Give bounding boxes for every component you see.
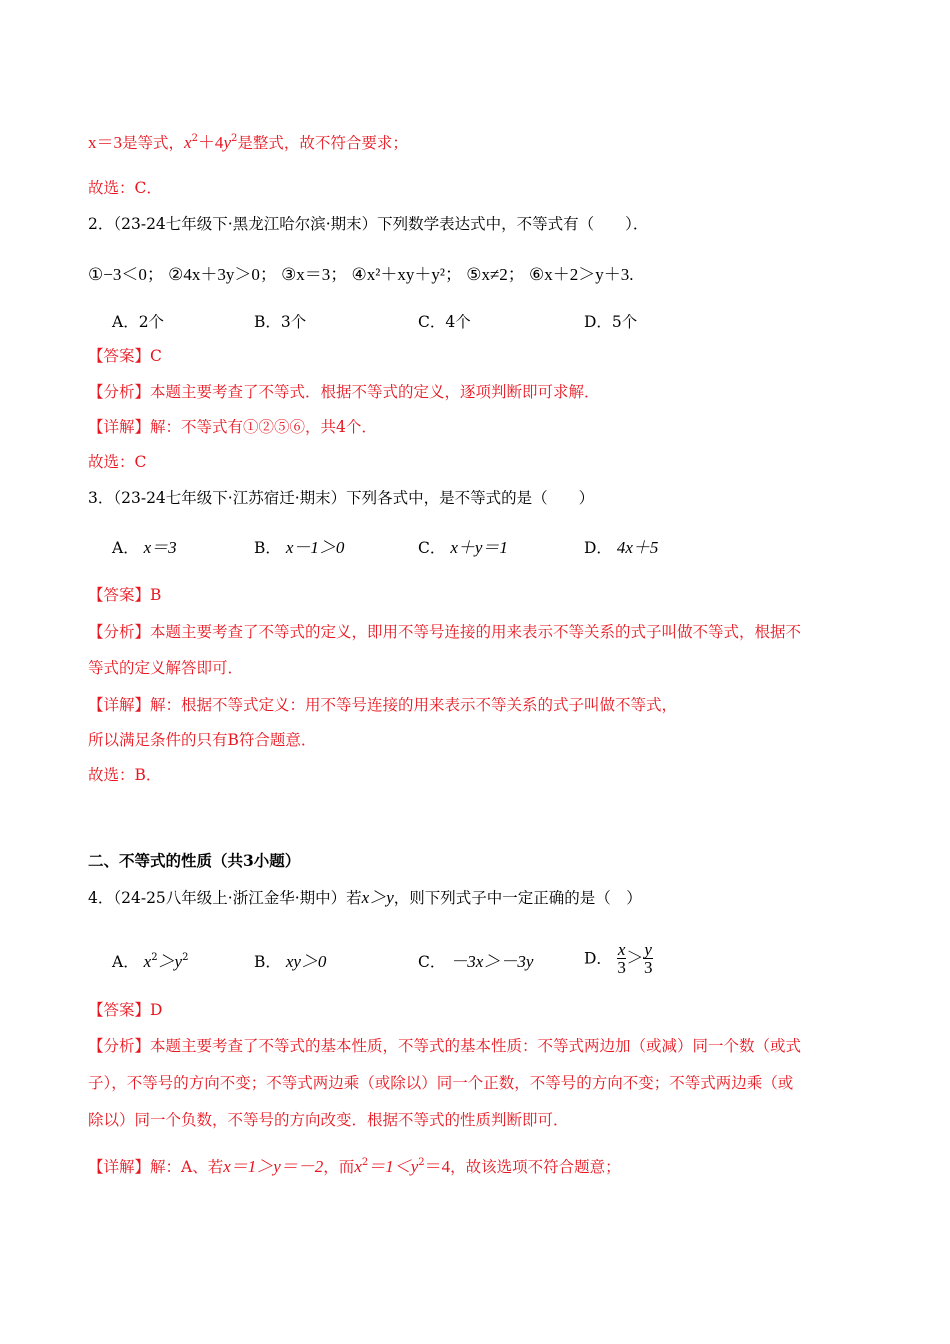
q2-option-b[interactable]: B．3个 [254, 313, 307, 331]
q2-stem: 2．（23-24七年级下·黑龙江哈尔滨·期末）下列数学表达式中，不等式有（ ）． [88, 215, 649, 233]
option-label: D． [584, 949, 612, 968]
option-label: C． [418, 953, 446, 971]
q4-analysis-2: 子），不等号的方向不变；不等式两边乘（或除以）同一个正数，不等号的方向不变；不等式两边乘（或 [88, 1074, 794, 1092]
q2-expressions: ①−3＜0； ②4x＋3y＞0； ③x＝3； ④x²＋xy＋y²； ⑤x≠2； ⑥x＋2＞y＋3. [88, 265, 634, 284]
exponent: 2 [191, 133, 198, 144]
q3-stem: 3．（23-24七年级下·江苏宿迁·期末）下列各式中，是不等式的是（ ） [88, 489, 595, 507]
q3-choose: 故选：B． [88, 766, 162, 784]
q4-option-a[interactable] [112, 951, 188, 973]
q3-analysis-1: 【分析】本题主要考查了不等式的定义，即用不等号连接的用来表示不等关系的式子叫做不等式，根据不 [88, 623, 802, 641]
option-expr: x－1＞0 [285, 538, 345, 557]
q2-detail: 【详解】解：不等式有①②⑤⑥，共4个． [88, 418, 377, 436]
fraction-x-over-3 [617, 941, 627, 976]
denominator: 3 [643, 958, 653, 977]
math-var: y [223, 133, 231, 152]
q3-option-b[interactable] [254, 537, 344, 559]
q2-answer: 【答案】C [88, 347, 162, 365]
option-label: C． [418, 539, 446, 557]
text: 4．（24-25八年级上·浙江金华·期中）若 [88, 889, 362, 907]
option-expr: 4x＋5 [616, 538, 659, 557]
option-label: A． [112, 539, 139, 557]
q3-option-a[interactable] [112, 537, 177, 559]
math-expr: x＞y [361, 888, 394, 907]
math-var: x [143, 952, 152, 971]
option-label: D． [584, 539, 612, 557]
exponent: 2 [361, 1157, 369, 1168]
text: 是整式，故不符合要求； [237, 134, 408, 152]
option-expr: xy＞0 [285, 952, 327, 971]
q3-analysis-2: 等式的定义解答即可． [88, 659, 244, 677]
text: 【详解】解：A、若 [88, 1158, 224, 1176]
choose-line: 故选：C． [88, 179, 162, 197]
q4-answer: 【答案】D [88, 1001, 163, 1019]
q3-answer: 【答案】B [88, 586, 162, 604]
fraction-y-over-3 [643, 941, 653, 976]
q3-detail-1: 【详解】解：根据不等式定义：用不等号连接的用来表示不等关系的式子叫做不等式， [88, 696, 678, 714]
q2-option-c[interactable]: C．4个 [418, 313, 471, 331]
numerator: x [617, 940, 626, 959]
option-label: A． [112, 953, 139, 971]
exponent: 2 [230, 133, 238, 144]
top-line [88, 132, 408, 154]
text: 是等式， [122, 134, 185, 152]
q2-option-a[interactable]: A．2个 [112, 313, 165, 331]
q4-analysis-3: 除以）同一个负数，不等号的方向改变．根据不等式的性质判断即可． [88, 1111, 569, 1129]
text: ，而 [323, 1158, 355, 1176]
text: ，故该选项不符合题意； [450, 1158, 621, 1176]
exponent: 2 [151, 952, 158, 963]
option-label: B． [254, 539, 281, 557]
numerator: y [644, 940, 652, 959]
math-expr: ＝1＜y [368, 1157, 419, 1176]
math-expr: ＋4 [197, 133, 224, 152]
option-expr: x＋y＝1 [450, 538, 508, 557]
greater-than: ＞ [626, 948, 644, 968]
q4-option-c[interactable] [418, 951, 533, 973]
q4-stem [88, 887, 642, 909]
option-label: B． [254, 953, 281, 971]
q4-analysis-1: 【分析】本题主要考查了不等式的基本性质，不等式的基本性质：不等式两边加（或减）同一个数（或式 [88, 1037, 802, 1055]
option-expr: －3x＞－3y [450, 952, 534, 971]
q3-option-c[interactable] [418, 537, 508, 559]
q2-option-d[interactable]: D．5个 [584, 313, 638, 331]
option-expr: x＝3 [143, 538, 177, 557]
math-expr: x＝3 [88, 133, 122, 152]
q4-option-b[interactable] [254, 951, 326, 973]
q2-choose: 故选：C [88, 453, 147, 471]
math-var: x [184, 133, 192, 152]
text: ，则下列式子中一定正确的是（ ） [393, 889, 642, 907]
q3-detail-2: 所以满足条件的只有B符合题意． [88, 731, 317, 749]
q4-option-d[interactable] [584, 941, 653, 976]
exponent: 2 [418, 1157, 425, 1168]
q3-option-d[interactable] [584, 537, 658, 559]
section-title: 二、不等式的性质（共3小题） [88, 851, 301, 870]
math-expr: ＝4 [424, 1157, 451, 1176]
math-expr: ＞y [157, 952, 183, 971]
q4-detail [88, 1156, 621, 1178]
q2-analysis: 【分析】本题主要考查了不等式．根据不等式的定义，逐项判断即可求解． [88, 383, 600, 401]
denominator: 3 [617, 958, 626, 977]
math-var: x [354, 1157, 362, 1176]
exponent: 2 [182, 952, 189, 963]
math-expr: x＝1＞y＝－2 [223, 1157, 324, 1176]
